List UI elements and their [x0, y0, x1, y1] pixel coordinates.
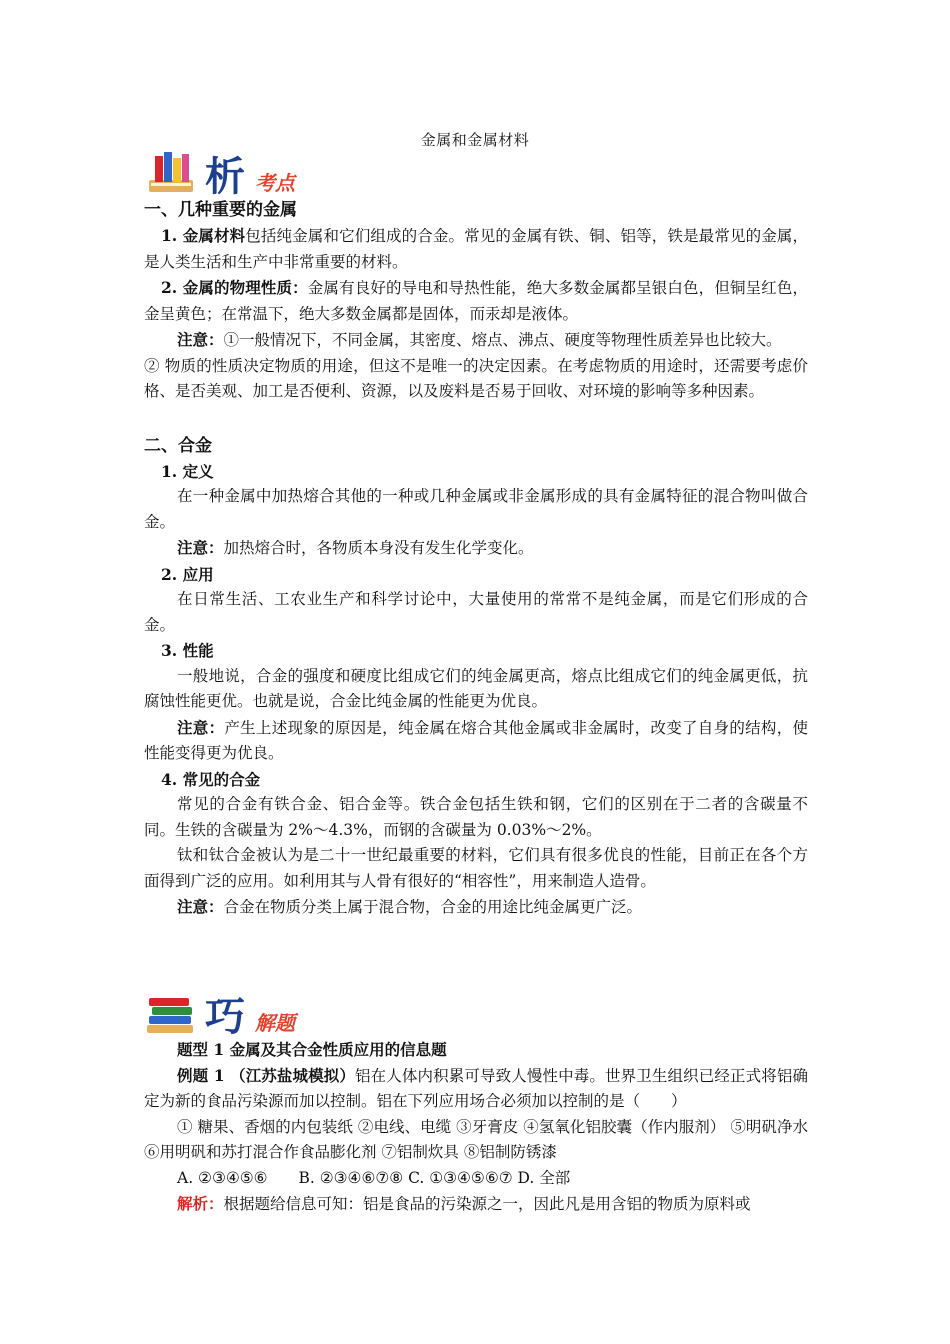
s3-title: 3. 性能	[161, 641, 214, 660]
section1-note2: ② 物质的性质决定物质的用途，但这不是唯一的决定因素。在考虑物质的用途时，还需要考虑价格、是否美观、加工是否便利、资源，以及废料是否易于回收、对环境的影响等多种因素。	[144, 356, 808, 400]
s4-text2: 钛和钛合金被认为是二十一世纪最重要的材料，它们具有很多优良的性能，目前正在各个方面得到广泛的应用。如利用其与人骨有很好的“相容性”，用来制造人造骨。	[144, 846, 808, 890]
analysis	[144, 1191, 808, 1218]
para2-text: 金属有良好的导电和导热性能，绝大多数金属都呈银白色，但铜呈红色，金呈黄色；在常温下，绝大多数金属都是固体，而汞却是液体。	[144, 279, 808, 323]
stacked-books-icon	[147, 990, 307, 1036]
analysis-label: 解析：	[177, 1194, 224, 1213]
note1-text: ①一般情况下，不同金属，其密度、熔点、沸点、硬度等物理性质差异也比较大。	[223, 331, 782, 349]
s3-text: 一般地说，合金的强度和硬度比组成它们的纯金属更高，熔点比组成它们的纯金属更低，抗腐蚀性能更优。也就是说，合金比纯金属的性能更为优良。	[144, 666, 808, 710]
badge1-big-char: 析	[205, 153, 245, 196]
section-metals	[144, 197, 808, 921]
para1-text: 包括纯金属和它们组成的合金。常见的金属有铁、铜、铝等，铁是最常见的金属，是人类生活和生产中非常重要的材料。	[144, 227, 808, 271]
badge1-small-label: 考点	[255, 171, 295, 195]
analysis-text: 根据题给信息可知：铝是食品的污染源之一，因此凡是用含铝的物质为原料或	[223, 1195, 751, 1213]
example-options: A. ②③④⑤⑥ B. ②③④⑥⑦⑧ C. ①③④⑤⑥⑦ D. 全部	[177, 1168, 571, 1187]
example-1	[144, 1063, 808, 1115]
s4-title: 4. 常见的合金	[161, 769, 261, 789]
example-text: 铝在人体内积累可导致人慢性中毒。世界卫生组织已经正式将铝确定为新的食品污染源而加以控制。铝在下列应用场合必须加以控制的是（ ）	[144, 1066, 808, 1110]
example-label: 例题 1 （江苏盐城模拟）	[177, 1065, 356, 1085]
analysis-badge	[147, 150, 307, 196]
solution-badge	[147, 990, 307, 1036]
section1-note1	[144, 327, 808, 354]
para1-label: 1. 金属材料	[161, 226, 246, 245]
para2-label: 2. 金属的物理性质：	[161, 278, 308, 297]
note-label: 注意：	[177, 330, 224, 349]
section1-para1	[144, 223, 808, 275]
s4-text1: 常见的合金有铁合金、铝合金等。铁合金包括生铁和钢，它们的区别在于二者的含碳量不同。生铁的含碳量为 2%～4.3%，而钢的含碳量为 0.03%～2%。	[144, 795, 808, 839]
section-examples	[144, 1037, 808, 1218]
example-items: ① 糖果、香烟的内包装纸 ②电线、电缆 ③牙膏皮 ④氢氧化铝胶囊（作内服剂） ⑤明矾净水⑥用明矾和苏打混合作食品膨化剂 ⑦铝制炊具 ⑧铝制防锈漆	[144, 1117, 808, 1161]
page-title: 金属和金属材料	[420, 131, 530, 149]
section2-heading: 二、合金	[144, 435, 212, 456]
s4-note: 注意：合金在物质分类上属于混合物，合金的用途比纯金属更广泛。	[177, 897, 643, 916]
section1-heading: 一、几种重要的金属	[144, 200, 297, 220]
s1-note: 注意：加热熔合时，各物质本身没有发生化学变化。	[177, 538, 534, 557]
book-icon	[147, 150, 307, 196]
s2-title: 2. 应用	[161, 564, 214, 584]
s2-text: 在日常生活、工农业生产和科学讨论中，大量使用的常常不是纯金属，而是它们形成的合金。	[144, 590, 808, 634]
badge2-small-label: 解题	[255, 1011, 295, 1035]
badge2-big-char: 巧	[205, 993, 245, 1036]
question-type-title: 题型 1 金属及其合金性质应用的信息题	[177, 1040, 447, 1059]
s1-text: 在一种金属中加热熔合其他的一种或几种金属或非金属形成的具有金属特征的混合物叫做合金。	[144, 487, 808, 531]
section1-para2	[144, 275, 808, 327]
s3-note: 注意：产生上述现象的原因是，纯金属在熔合其他金属或非金属时，改变了自身的结构，使性能变得更为优良。	[144, 717, 808, 762]
s1-title: 1. 定义	[161, 461, 214, 481]
